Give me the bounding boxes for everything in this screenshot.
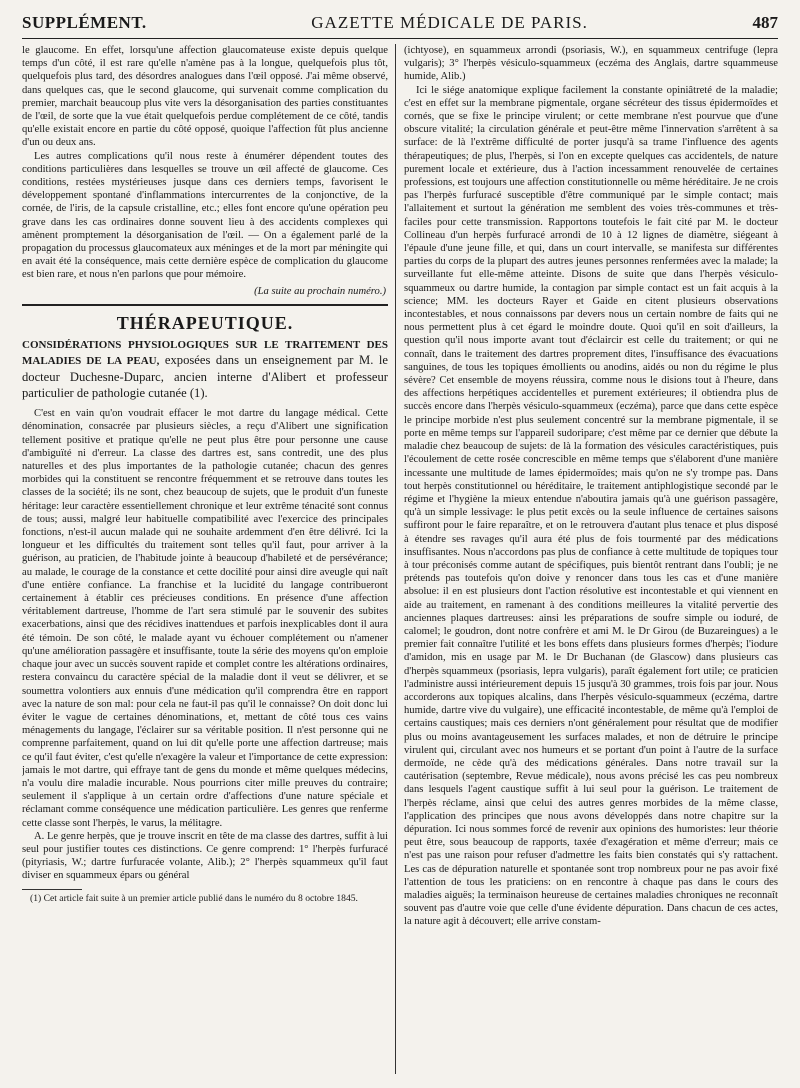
right-column: [404, 44, 778, 1080]
page-number: 487: [752, 13, 778, 32]
column-divider: [395, 44, 396, 1074]
glaucoma-paragraph-2: Les autres complications qu'il nous reste à énumérer dépendent toutes des conditions particulières dans lesquelles se trouve un œil affecté de glaucome. Ces conditions, restées mystérieuses jusque dans ces derniers temps, favorisent le développement spontané d'inflammations intercurrentes de la conjonctive, de la cornée, de l'iris, de la capsule cristalline, etc.; elles font encore qu'une opération peu grave dans les cas ordinaires donne souvent lieu à des accidents complexes qui amènent promptement la désorganisation de l'œil. — On a également parlé de la propagation du processus glaucomateux aux méninges et de la mort par méningite qui en avait été la conséquence, mais cette dernière espèce de complication du glaucome est bien rare, et nous n'en parlons que pour mémoire.: [22, 150, 388, 281]
glaucoma-paragraph-1: le glaucome. En effet, lorsqu'une affection glaucomateuse existe depuis quelque temps d'un côté, il est rare qu'elle n'amène pas à la longue, quelquefois plus tôt, quelquefois plus tard, des désordres analogues dans l'œil opposé. J'ai même observé, dans quelques cas, que le second glaucome, qui survenait comme complication du premier, marchait beaucoup plus vite vers la désorganisation des parties constituantes de l'œil, de sorte que la vue était quelquefois perdue complétement de ce côté, tandis qu'elle existait encore en partie du côté opposé, quoique l'affection fût plus ancienne d'un ou deux ans.: [22, 45, 388, 149]
left-column: [22, 44, 388, 1080]
herpes-classification-paragraph: (ichtyose), en squammeux arrondi (psoriasis, W.), en squammeux centrifuge (lepra vulgaris); 3° l'herpès vésiculo-squammeux (eczéma des Anglais, dartre squammeuse humide, Alib.): [404, 45, 778, 83]
page-header: [22, 8, 778, 39]
article-heading: [22, 337, 388, 401]
footnote: (1) Cet article fait suite à un premier article publié dans le numéro du 8 octobre 1845.: [30, 892, 358, 904]
footnote-divider: [22, 889, 82, 890]
treatment-paragraph: Ici le siége anatomique explique facilement la constante opiniâtreté de la maladie; c'est en effet sur la membrane pigmentale, organe sécréteur des tissus épidermoïdes et cornés, que se fixe le principe virulent; or cette membrane n'est pourvue que d'une obscure vitalité; la circulation générale et peut-être même l'innervation s'arrêtent à sa surface: de là l'extrême difficulté de porter jusqu'à sa trame l'influence des agents thérapeutiques; de plus, l'herpès, si l'on en excepte quelques cas accidentels, de nature purement locale et extérieure, dus à l'action incessamment renouvelée de certaines professions, est toujours une affection constitutionnelle ou même héréditaire. Je ne crois pas l'herpès furfuracé susceptible d'être communiqué par le simple contact; mais l'allaitement et surtout la génération me semblent des voies très-communes et très-faciles pour cette transmission. Rapportons toutefois le fait cité par M. le docteur Collineau d'un herpès furfuracé arrondi de 10 à 12 lignes de diamètre, siégeant à l'épaule d'une jeune fille, et qui, dans un court intervalle, se manifesta sur différentes parties du corps de la plupart des autres jeunes personnes renfermées avec la malade; la surveillante fut elle-même atteinte. Disons de suite que dans l'herpès vésiculo-squammeux ou dartre humide, la contagion par simple contact est un fait acquis à la science; MM. les docteurs Rayer et Gaide en citent plusieurs observations incontestables, et nous connaissons par devers nous un certain nombre de faits qui ne nous permettent plus à cet égard le moindre doute. Quoi qu'il en soit d'ailleurs, la question qu'il nous importe avant tout d'éclaircir est celle du traitement; or qui ne connaît, dans le traitement des dartres proprement dites, l'insuffisance des évacuations sanguines, de tous les topiques émollients ou anodins, aidés ou non du régime le plus sévère? Cet ensemble de moyens réussira, comme nous le disions tout à l'heure, dans des affections herpétiques accidentelles et purement extérieures; il obtiendra plus de succès encore dans l'herpès vésiculo-squammeux (eczéma), parce que dans cette espèce le principe morbide n'est plus seulement concentré sur la membrane pigmentale, il se porte en même temps sur l'appareil sudoripare; c'est même par ce dernier que débute la maladie chez beaucoup de sujets: de là la formation des vésicules caractéristiques, puis l'écoulement de cette rosée concrescible en même temps que s'élaborent d'une manière incessante une multitude de lames épidermoïdes; mais qu'on ne s'y trompe pas. Dans tout herpès constitutionnel ou héréditaire, le traitement antiphlogistique secondé par le régime et l'hygiène la mieux entendue n'aboutira jamais qu'à une guérison passagère, qu'à un simple lessivage: le plus petit excès ou la seule influence de certaines saisons suffiront pour le faire reparaître, et on le retrouvera d'autant plus tenace et plus disposé à étendre ses ravages qu'il aura été plus de fois tourmenté par des médications insuffisantes. Nous n'accordons pas plus de confiance à cette multitude de topiques tour à tour préconisés comme autant de spécifiques, puis bientôt rentrant dans l'oubli; je ne prétends pas toutefois qu'on doive y renoncer dans tous les cas et d'une manière absolue: il en est plusieurs dont l'action résolutive est incontestable et qui viennent en aide au traitement, en ramenant à des conditions meilleures la vitalité pervertie des anciennes plaques dartreuses: ainsi les préparations de soufre simple ou ioduré, de calomel; le goudron, dont notre confrère et ami M. le Dr Girou (de Buzareingues) a le premier fait connaître l'utilité et les bons effets dans plusieurs formes d'herpès; l'iodure d'amidon, mis en usage par M. le Dr Buchanan (de Glascow) dans plusieurs cas d'herpès squammeux (psoriasis, lepra vulgaris), paraît également fort utile; ce praticien l'administre aussi intérieurement depuis 15 jusqu'à 30 grammes, trois fois par jour. Nous accorderons aux topiques alcalins, dans l'herpès vésiculo-squammeux (eczéma, dartre humide, dartre vive du vulgaire), une efficacité incontestable, de même qu'à l'emploi de certains caustiques; mais ces derniers n'ont généralement pour résultat que de modifier plus ou moins avantageusement les surfaces malades, et non de détruire le principe virulent qui, circulant avec nos humeurs et se portant d'un point à l'autre de la surface dermoïde, ne cède qu'à des médications générales. Dans notre travail sur la cautérisation (septembre, Revue médicale), nous avons précisé les cas peu nombreux dans lesquels l'agent caustique suffit à lui seul pour la guérison. Le traitement de l'herpès réclame, ainsi que celui des autres genres morbides de la même classe, l'application des principes que nous avons développés dans notre chapitre sur la dépuration. Ici nous sommes forcé de revenir aux opinions des humoristes: leur théorie peut être, sous beaucoup de rapports, taxée d'exagération et même d'erreur; mais ce n'est pas une raison pour refuser d'admettre les faits bien constatés qui s'y rattachent. Les cas de dépuration naturelle et spontanée sont trop nombreux pour ne pas avoir fixé l'attention de tous les praticiens: on en rencontre à chaque pas dans le cours des maladies aiguës; la terminaison heureuse de certaines maladies chroniques ne reconnaît souvent pas d'autre voie que celle d'une évidente dépuration. Dans chacun de ces actes, la nature agit à découvert; elle arrive constam-: [404, 84, 778, 928]
therapeutics-paragraph-1: C'est en vain qu'on voudrait effacer le mot dartre du langage médical. Cette dénomination, consacrée par plusieurs siècles, a reçu d'Alibert une signification tellement positive et pratique qu'elle ne peut plus être pour personne une cause d'ambiguïté ni d'erreur. La classe des dartres est, sans contredit, une des plus naturelles et des plus importantes de la pathologie cutanée; chacun des genres morbides qui la constituent se rencontre fréquemment et se retrouve dans toutes les classes de la société; ils ne sont, chez beaucoup de sujets, que le produit d'un funeste héritage: leur caractère essentiellement chronique et leur extrême ténacité sont connus de tous; aussi, malgré leur habituelle compatibilité avec l'exercice des principales fonctions, n'est-il aucun malade qui ne souhaite ardemment d'en être délivré. Ici la longueur et les difficultés du traitement sont telles qu'il faut, pour arriver à la guérison, au praticien, de l'habitude jointe à beaucoup d'habileté et de persévérance; au malade, le courage de la constance et cette docilité pour ainsi dire aveugle qui naît d'une entière confiance. La franchise et la lucidité du langage contribueront certainement à établir ces précieuses conditions. En présence d'une affection véritablement dartreuse, l'homme de l'art sera stimulé par le souvenir des subites exacerbations, ainsi que des récidives inattendues et parfois inexplicables dont il aura été témoin. De son côté, le malade ayant vu échouer complétement ou n'amener qu'une amélioration passagère et insuffisante, toute la série des moyens qu'on emploie chaque jour avec un succès souvent rapide et complet contre les altérations ordinaires, restera convaincu du caractère spécial de la maladie dont il veut se délivrer, et se soumettra volontiers aux ennuis d'une médication qu'il comprendra être en rapport avec la nature de son mal: pour cela ne faut-il pas qu'il le connaisse? On doit donc lui éviter le vague de certaines dénominations, et, mettant de côté tous ces vains ménagements du langage, l'éclairer sur sa véritable position. Il n'est personne qui ne comprenne parfaitement, quand on lui dit qu'elle porte une affection dartreuse; mais ce qu'il faut éviter, c'est qu'elle n'exagère la valeur et l'importance de cette expression: jamais le mot dartre, qui effraye tant de gens du monde et même quelques médecins, n'a voulu dire maladie incurable. Nous pourrions citer mille preuves du contraire; seulement il s'applique à un certain ordre d'affections d'une nature spéciale et réclamant comme conséquence une médication particulière. Les genres que renferme cette classe sont l'herpès, le varus, la mélitagre.: [22, 408, 388, 829]
therapeutics-paragraph-2: A. Le genre herpès, que je trouve inscrit en tête de ma classe des dartres, suffit à lui seul pour justifier toutes ces distinctions. Ce genre comprend: 1° l'herpès furfuracé (pityriasis, W.; dartre furfuracée volante, Alib.); 2° l'herpès squammeux qu'il faut diviser en squammeux épars ou général: [22, 830, 388, 882]
supplement-label: SUPPLÉMENT.: [22, 13, 147, 32]
section-title: THÉRAPEUTIQUE.: [116, 312, 294, 333]
article-heading-rest: exposées dans un enseignement par M. le docteur Duchesne-Duparc, ancien interne d'Alibert et professeur particulier de pathologie cutanée (1).: [22, 353, 388, 400]
article-heading-lead: CONSIDÉRATIONS PHYSIOLOGIQUES SUR LE TRAITEMENT DES MALADIES DE LA PEAU,: [22, 338, 388, 368]
journal-title: GAZETTE MÉDICALE DE PARIS.: [311, 13, 588, 32]
continuation-note: (La suite au prochain numéro.): [254, 285, 386, 297]
section-separator: [22, 304, 388, 306]
